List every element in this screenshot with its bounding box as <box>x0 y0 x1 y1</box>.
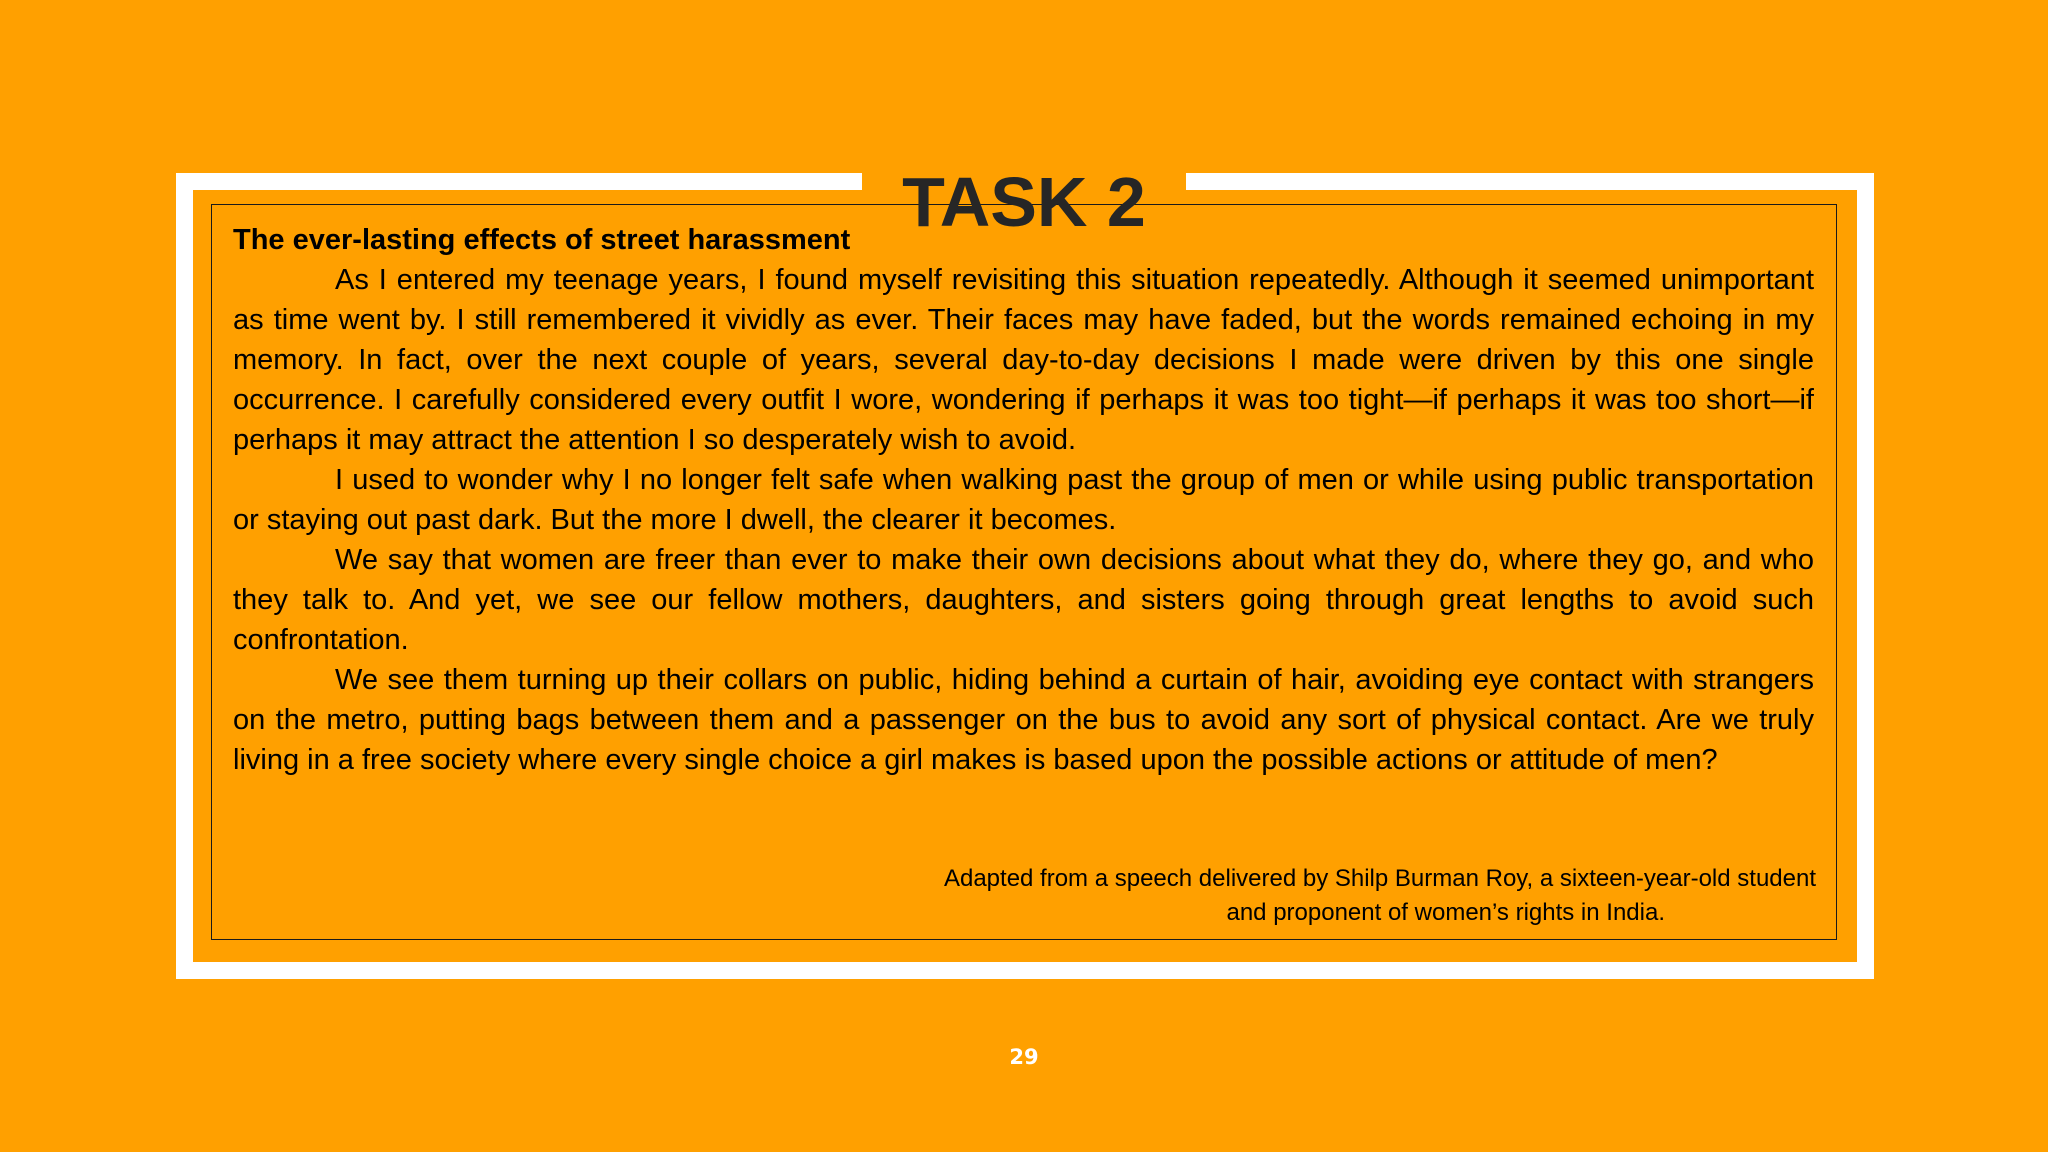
article-body <box>233 220 1814 780</box>
article-paragraph: As I entered my teenage years, I found myself revisiting this situation repeatedly. Although it seemed unimportant as time went by. I still remembered it vividly as ever. Their faces may have faded, but the words remained echoing in my memory. In fact, over the next couple of years, several day-to-day decisions I made were driven by this one single occurrence. I carefully considered every outfit I wore, wondering if perhaps it was too tight—if perhaps it was too short—if perhaps it may attract the attention I so desperately wish to avoid. <box>233 264 1814 456</box>
article-paragraph: We see them turning up their collars on public, hiding behind a curtain of hair, avoiding eye contact with strangers on the metro, putting bags between them and a passenger on the bus to avoid any sort of physical contact. Are we truly living in a free society where every single choice a girl makes is based upon the possible actions or attitude of men? <box>233 664 1814 776</box>
slide-title: TASK 2 <box>902 163 1146 241</box>
article-paragraph: I used to wonder why I no longer felt safe when walking past the group of men or while using public transportation or staying out past dark. But the more I dwell, the clearer it becomes. <box>233 464 1814 536</box>
article-paragraph: We say that women are freer than ever to make their own decisions about what they do, where they go, and who they talk to. And yet, we see our fellow mothers, daughters, and sisters going through great lengths to avoid such confrontation. <box>233 544 1814 656</box>
attribution-line: Adapted from a speech delivered by Shilp Burman Roy, a sixteen-year-old student <box>943 865 1816 892</box>
attribution <box>233 862 1816 930</box>
page-number: 29 <box>1009 1045 1039 1069</box>
attribution-line: and proponent of women’s rights in India. <box>1226 899 1665 926</box>
article-heading: The ever-lasting effects of street harassment <box>233 224 851 256</box>
